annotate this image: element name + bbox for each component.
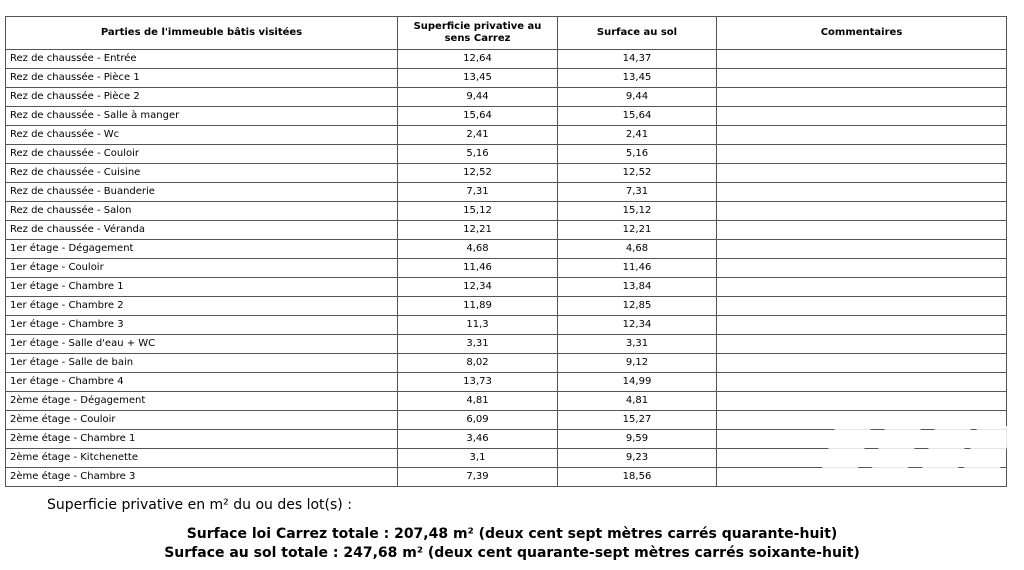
cell-surface-sol: 3,31: [558, 335, 717, 354]
cell-commentaire: [717, 221, 1007, 240]
cell-superficie-carrez: 9,44: [398, 88, 558, 107]
cell-superficie-carrez: 3,46: [398, 430, 558, 449]
cell-commentaire: [717, 164, 1007, 183]
cell-commentaire: [717, 278, 1007, 297]
cell-commentaire: [717, 392, 1007, 411]
cell-surface-sol: 9,12: [558, 354, 717, 373]
cell-partie: 1er étage - Chambre 4: [6, 373, 398, 392]
cell-surface-sol: 2,41: [558, 126, 717, 145]
cell-superficie-carrez: 8,02: [398, 354, 558, 373]
table-row: [6, 297, 1007, 316]
cell-partie: 2ème étage - Kitchenette: [6, 449, 398, 468]
table-row: [6, 392, 1007, 411]
table-row: [6, 259, 1007, 278]
cell-surface-sol: 9,23: [558, 449, 717, 468]
cell-surface-sol: 13,45: [558, 69, 717, 88]
cell-superficie-carrez: 12,52: [398, 164, 558, 183]
cell-commentaire: [717, 88, 1007, 107]
table-row: [6, 202, 1007, 221]
cell-superficie-carrez: 12,21: [398, 221, 558, 240]
cell-partie: 1er étage - Chambre 2: [6, 297, 398, 316]
table-row: [6, 411, 1007, 430]
cell-partie: 1er étage - Salle de bain: [6, 354, 398, 373]
cell-surface-sol: 9,59: [558, 430, 717, 449]
summary-intro: Superficie privative en m² du ou des lot(s) :: [47, 497, 352, 513]
cell-commentaire: [717, 411, 1007, 430]
table-row: [6, 316, 1007, 335]
cell-superficie-carrez: 12,34: [398, 278, 558, 297]
header-commentaires: Commentaires: [717, 17, 1007, 50]
cell-commentaire: [717, 145, 1007, 164]
table-row: [6, 126, 1007, 145]
cell-partie: 2ème étage - Chambre 1: [6, 430, 398, 449]
cell-partie: Rez de chaussée - Salle à manger: [6, 107, 398, 126]
cell-commentaire: [717, 183, 1007, 202]
cell-commentaire: [717, 259, 1007, 278]
cell-commentaire: [717, 202, 1007, 221]
table-header-row: [6, 17, 1007, 50]
cell-partie: Rez de chaussée - Pièce 1: [6, 69, 398, 88]
cell-partie: Rez de chaussée - Wc: [6, 126, 398, 145]
sol-total: Surface au sol totale : 247,68 m² (deux cent quarante-sept mètres carrés soixante-huit): [164, 545, 860, 561]
cell-superficie-carrez: 3,1: [398, 449, 558, 468]
cell-partie: 1er étage - Couloir: [6, 259, 398, 278]
table-row: [6, 373, 1007, 392]
cell-partie: Rez de chaussée - Entrée: [6, 50, 398, 69]
cell-partie: 2ème étage - Chambre 3: [6, 468, 398, 487]
cell-commentaire: [717, 449, 1007, 468]
table-row: [6, 449, 1007, 468]
cell-superficie-carrez: 11,3: [398, 316, 558, 335]
cell-superficie-carrez: 13,73: [398, 373, 558, 392]
cell-superficie-carrez: 15,12: [398, 202, 558, 221]
cell-superficie-carrez: 11,89: [398, 297, 558, 316]
cell-surface-sol: 15,27: [558, 411, 717, 430]
cell-partie: Rez de chaussée - Couloir: [6, 145, 398, 164]
table-row: [6, 183, 1007, 202]
cell-surface-sol: 15,12: [558, 202, 717, 221]
cell-surface-sol: 4,68: [558, 240, 717, 259]
cell-surface-sol: 12,52: [558, 164, 717, 183]
cell-surface-sol: 4,81: [558, 392, 717, 411]
cell-partie: Rez de chaussée - Salon: [6, 202, 398, 221]
cell-partie: Rez de chaussée - Buanderie: [6, 183, 398, 202]
cell-partie: 1er étage - Salle d'eau + WC: [6, 335, 398, 354]
cell-commentaire: [717, 430, 1007, 449]
surface-table: [5, 16, 1007, 487]
cell-commentaire: [717, 107, 1007, 126]
cell-partie: Rez de chaussée - Pièce 2: [6, 88, 398, 107]
cell-superficie-carrez: 12,64: [398, 50, 558, 69]
cell-surface-sol: 9,44: [558, 88, 717, 107]
cell-commentaire: [717, 69, 1007, 88]
table-row: [6, 107, 1007, 126]
cell-surface-sol: 5,16: [558, 145, 717, 164]
cell-surface-sol: 12,34: [558, 316, 717, 335]
cell-surface-sol: 13,84: [558, 278, 717, 297]
cell-surface-sol: 14,37: [558, 50, 717, 69]
cell-superficie-carrez: 6,09: [398, 411, 558, 430]
cell-partie: 1er étage - Chambre 3: [6, 316, 398, 335]
cell-commentaire: [717, 316, 1007, 335]
cell-superficie-carrez: 3,31: [398, 335, 558, 354]
table-row: [6, 88, 1007, 107]
cell-superficie-carrez: 15,64: [398, 107, 558, 126]
cell-surface-sol: 15,64: [558, 107, 717, 126]
cell-commentaire: [717, 468, 1007, 487]
table-row: [6, 335, 1007, 354]
table-row: [6, 69, 1007, 88]
cell-partie: Rez de chaussée - Cuisine: [6, 164, 398, 183]
header-surface-sol: Surface au sol: [558, 17, 717, 50]
table-row: [6, 278, 1007, 297]
cell-commentaire: [717, 373, 1007, 392]
table-row: [6, 430, 1007, 449]
table-row: [6, 240, 1007, 259]
cell-superficie-carrez: 7,39: [398, 468, 558, 487]
cell-commentaire: [717, 50, 1007, 69]
cell-superficie-carrez: 2,41: [398, 126, 558, 145]
carrez-total: Surface loi Carrez totale : 207,48 m² (deux cent sept mètres carrés quarante-huit): [186, 526, 838, 542]
cell-superficie-carrez: 13,45: [398, 69, 558, 88]
cell-surface-sol: 11,46: [558, 259, 717, 278]
cell-surface-sol: 12,21: [558, 221, 717, 240]
cell-partie: 1er étage - Chambre 1: [6, 278, 398, 297]
cell-surface-sol: 18,56: [558, 468, 717, 487]
cell-partie: 1er étage - Dégagement: [6, 240, 398, 259]
cell-superficie-carrez: 4,68: [398, 240, 558, 259]
table-row: [6, 221, 1007, 240]
header-superficie-carrez: Superficie privative au sens Carrez: [398, 17, 558, 50]
cell-superficie-carrez: 7,31: [398, 183, 558, 202]
header-parties: Parties de l'immeuble bâtis visitées: [6, 17, 398, 50]
cell-commentaire: [717, 335, 1007, 354]
table-row: [6, 164, 1007, 183]
table-row: [6, 50, 1007, 69]
cell-commentaire: [717, 297, 1007, 316]
cell-superficie-carrez: 4,81: [398, 392, 558, 411]
cell-commentaire: [717, 354, 1007, 373]
table-row: [6, 354, 1007, 373]
cell-commentaire: [717, 126, 1007, 145]
table-row: [6, 468, 1007, 487]
cell-partie: 2ème étage - Dégagement: [6, 392, 398, 411]
cell-surface-sol: 12,85: [558, 297, 717, 316]
cell-superficie-carrez: 11,46: [398, 259, 558, 278]
cell-partie: Rez de chaussée - Véranda: [6, 221, 398, 240]
cell-partie: 2ème étage - Couloir: [6, 411, 398, 430]
cell-surface-sol: 7,31: [558, 183, 717, 202]
table-body: [6, 50, 1007, 487]
cell-commentaire: [717, 240, 1007, 259]
cell-surface-sol: 14,99: [558, 373, 717, 392]
cell-superficie-carrez: 5,16: [398, 145, 558, 164]
table-row: [6, 145, 1007, 164]
